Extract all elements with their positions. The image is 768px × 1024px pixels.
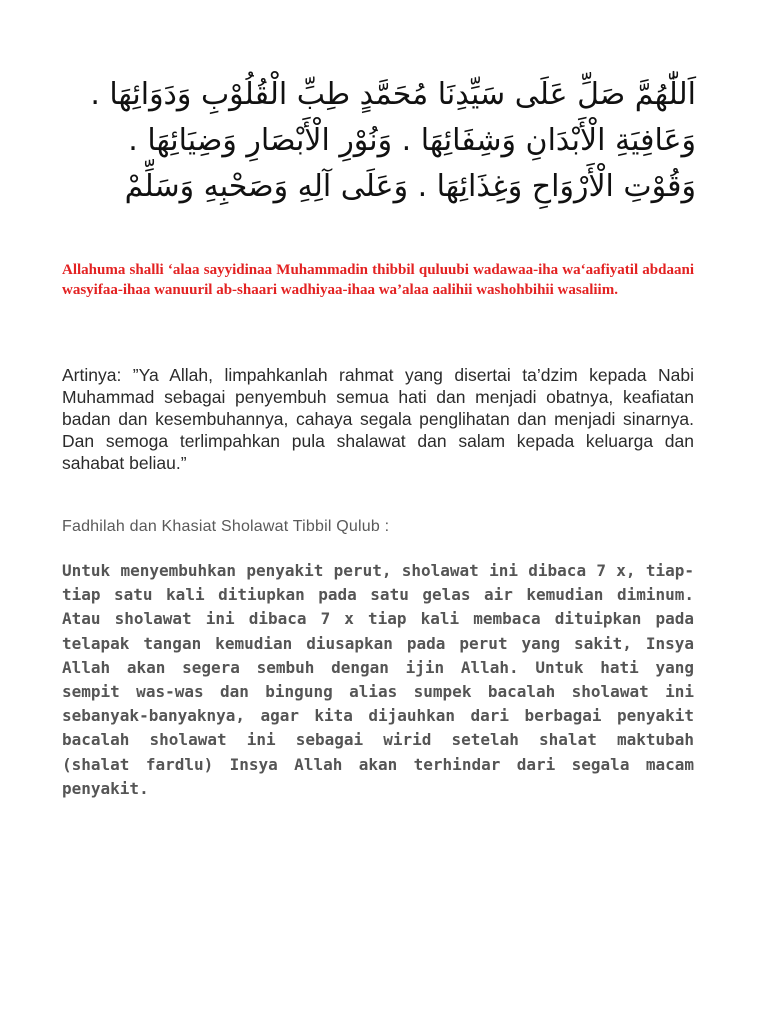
translation-paragraph: Artinya: ”Ya Allah, limpahkanlah rahmat yang disertai ta’dzim kepada Nabi Muhammad sebagai penyembuh semua hati dan menjadi obatnya, keafiatan badan dan kesembuhannya, cahaya segala penglihatan dan menjadi sinarnya. Dan semoga terlimpahkan pula shalawat dan salam kepada keluarga dan sahabat beliau.” [62,365,694,473]
transliteration-paragraph: Allahuma shalli ‘alaa sayyidinaa Muhammadin thibbil quluubi wadawaa-iha wa‘aafiyatil abdaani wasyifaa-ihaa wanuuril ab-shaari wadhiyaa-ihaa wa’alaa aalihii washohbihii wasaliim. [62,262,694,298]
arabic-line-1: اَللّٰهُمَّ صَلِّ عَلَى سَيِّدِنَا مُحَمَّدٍ طِبِّ الْقُلُوْبِ وَدَوَائِهَا . [90,77,696,112]
arabic-prayer-text [60,72,696,210]
arabic-line-3: وَقُوْتِ الْأَرْوَاحِ وَغِذَائِهَا . وَعَلَى آلِهِ وَصَحْبِهِ وَسَلِّمْ [124,169,696,204]
fadhilah-body-paragraph: Untuk menyembuhkan penyakit perut, sholawat ini dibaca 7 x, tiap-tiap satu kali ditiupkan pada satu gelas air kemudian diminum. Atau sholawat ini dibaca 7 x tiap kali membaca dituipkan pada telapak tangan kemudian diusapkan pada perut yang sakit, Insya Allah akan segera sembuh dengan ijin Allah. Untuk hati yang sempit was-was dan bingung alias sumpek bacalah sholawat ini sebanyak-banyaknya, agar kita dijauhkan dari berbagai penyakit bacalah sholawat ini sebagai wirid setelah shalat maktubah (shalat fardlu) Insya Allah akan terhindar dari segala macam penyakit. [62,561,694,798]
fadhilah-heading: Fadhilah dan Khasiat Sholawat Tibbil Qulub : [62,518,390,535]
arabic-line-2: وَعَافِيَةِ الْأَبْدَانِ وَشِفَائِهَا . وَنُوْرِ الْأَبْصَارِ وَضِيَائِهَا . [128,123,696,158]
